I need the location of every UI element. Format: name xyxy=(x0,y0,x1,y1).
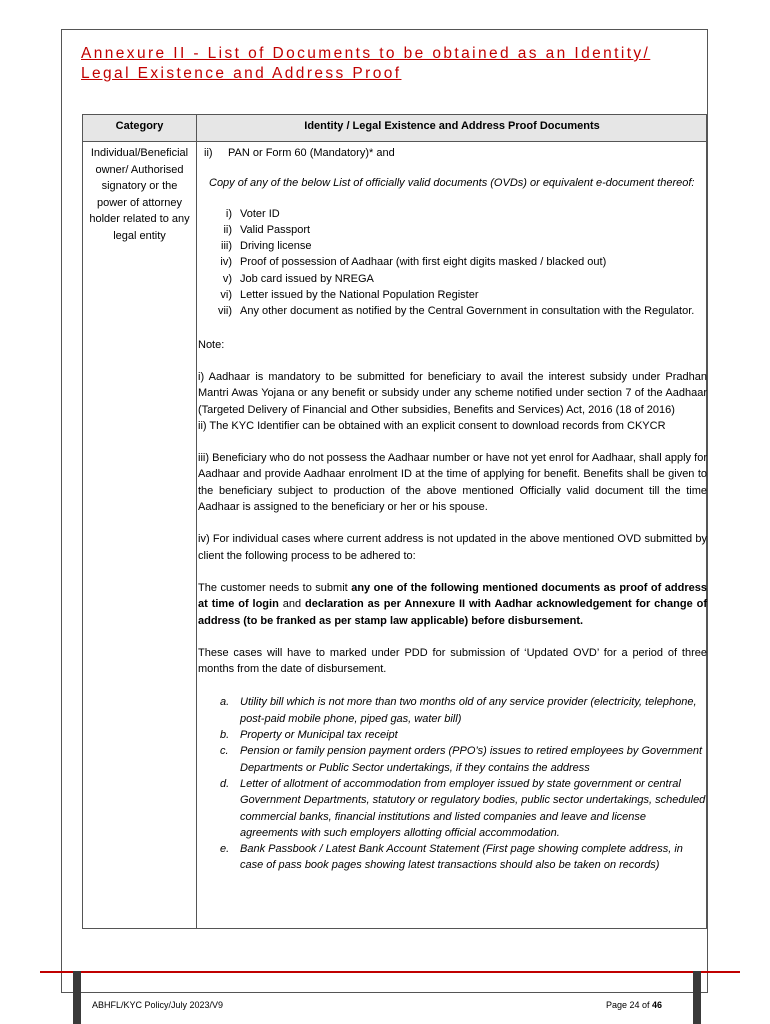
list-item-text: Voter ID xyxy=(240,207,280,220)
customer-text-2: and xyxy=(278,598,305,611)
footer-divider xyxy=(40,971,740,973)
right-margin-bar xyxy=(693,971,701,1024)
list-item-text: Letter issued by the National Population Register xyxy=(240,289,479,302)
customer-text-1: The customer needs to submit xyxy=(198,581,352,594)
list-item-letter: a. xyxy=(220,696,230,709)
page-number-prefix: Page 24 of xyxy=(606,1000,653,1010)
list-item xyxy=(198,303,707,319)
note-iii: iii) Beneficiary who do not possess the Aadhaar number or have not yet enrol for Aadhaar, shall apply for Aadhaar and provide Aadhaar enrolment ID at the time of applying for benefit. Benefits shall be given to the beneficiary subject to production of the above mentioned Officially valid document till the time Aadhaar is assigned to the beneficiary or her or his spouse. xyxy=(198,452,707,514)
category-cell xyxy=(83,145,196,244)
customer-bold-1: any one of the following mentioned documents as proof of address at time of login xyxy=(198,581,707,611)
note-ii: ii) The KYC Identifier can be obtained with an explicit consent to download records from CKYCR xyxy=(198,419,666,432)
list-item-text: Proof of possession of Aadhaar (with first eight digits masked / blacked out) xyxy=(240,256,607,269)
list-item xyxy=(198,271,707,287)
list-item-text: Any other document as notified by the Central Government in consultation with the Regulator. xyxy=(240,305,695,318)
list-item xyxy=(198,727,707,743)
title-line-1: Annexure II - List of Documents to be obtained as an Identity/ xyxy=(81,45,651,62)
ovd-intro: Copy of any of the below List of officially valid documents (OVDs) or equivalent e-document thereof: xyxy=(209,177,695,190)
ovd-list xyxy=(198,206,707,320)
list-item xyxy=(198,287,707,303)
list-item-number: iii) xyxy=(221,240,232,253)
list-item-text: Job card issued by NREGA xyxy=(240,272,374,285)
category-line: power of attorney xyxy=(97,196,182,209)
table-header xyxy=(83,115,706,142)
customer-bold-2: declaration as per Annexure II with Aadhar acknowledgement for change of address (to be franked as per stamp law applicable) before disbursement. xyxy=(198,598,707,627)
list-item-letter: d. xyxy=(220,777,230,790)
list-item-letter: b. xyxy=(220,729,230,742)
note-i: i) Aadhaar is mandatory to be submitted for beneficiary to avail the interest subsidy under Pradhan Mantri Awas Yojana or any benefit or subsidy under any scheme notified under section 7 of the Aadhaar (Targeted Delivery of Financial and Other subsidies, Benefits and Services) Act, 2016 (18 of 2016) xyxy=(198,370,707,416)
page-title xyxy=(81,44,701,84)
list-item-number: v) xyxy=(222,272,232,285)
list-item-letter: e. xyxy=(220,843,230,856)
footer-page-number xyxy=(606,1000,662,1010)
list-item-number: iv) xyxy=(220,256,232,269)
pan-requirement xyxy=(204,145,707,161)
category-line: signatory or the xyxy=(101,180,178,192)
title-line-2: Legal Existence and Address Proof xyxy=(81,65,402,82)
list-item xyxy=(198,254,707,270)
footer-document-id: ABHFL/KYC Policy/July 2023/V9 xyxy=(92,1000,224,1010)
note-label: Note: xyxy=(198,338,225,351)
list-item-number: i) xyxy=(225,207,232,220)
documents-cell xyxy=(198,145,707,874)
list-item-text: Bank Passbook / Latest Bank Account Statement (First page showing complete address, in case of pass book pages showing latest transactions should also be taken on records) xyxy=(240,843,683,872)
list-item xyxy=(198,238,707,254)
list-item xyxy=(198,841,707,874)
header-category: Category xyxy=(115,120,164,132)
address-proof-list xyxy=(198,694,707,873)
list-item xyxy=(198,694,707,727)
list-item-text: Property or Municipal tax receipt xyxy=(240,729,398,742)
category-line: legal entity xyxy=(113,229,166,242)
pan-number: ii) xyxy=(204,147,213,159)
category-line: owner/ Authorised xyxy=(95,163,184,176)
header-documents: Identity / Legal Existence and Address Proof Documents xyxy=(304,120,600,132)
page-total: 46 xyxy=(652,1000,663,1010)
column-divider xyxy=(196,115,197,928)
list-item-text: Valid Passport xyxy=(240,223,311,236)
list-item-number: ii) xyxy=(223,223,232,236)
pdd-instruction: These cases will have to marked under PDD for submission of ‘Updated OVD’ for a period of three months from the date of disbursement. xyxy=(198,646,707,676)
category-line: Individual/Beneficial xyxy=(90,147,189,159)
list-item-letter: c. xyxy=(220,745,229,758)
left-margin-bar xyxy=(73,971,81,1024)
list-item xyxy=(198,776,707,841)
category-line: holder related to any xyxy=(89,213,190,225)
list-item-text: Letter of allotment of accommodation from employer issued by state government or central Government Departments, statutory or regulatory bodies, public sector undertakings, scheduled commercial banks, financial institutions and listed companies and leave and license agreements with such employers allotting official accommodation. xyxy=(240,777,706,839)
list-item xyxy=(198,743,707,776)
list-item xyxy=(198,222,707,238)
list-item-number: vi) xyxy=(220,289,232,302)
documents-table xyxy=(82,114,707,929)
list-item-text: Pension or family pension payment orders (PPO’s) issues to retired employees by Government Departments or Public Sector undertakings, if they contains the address xyxy=(240,745,703,774)
note-iv: iv) For individual cases where current address is not updated in the above mentioned OVD submitted by client the following process to be adhered to: xyxy=(198,533,707,562)
list-item-number: vii) xyxy=(217,305,232,318)
customer-instruction xyxy=(198,580,707,629)
list-item-text: Driving license xyxy=(240,240,312,253)
list-item-text: Utility bill which is not more than two months old of any service provider (electricity, telephone, post-paid mobile phone, piped gas, water bill) xyxy=(240,696,697,725)
pan-text: PAN or Form 60 (Mandatory)* and xyxy=(228,147,395,159)
list-item xyxy=(198,206,707,222)
